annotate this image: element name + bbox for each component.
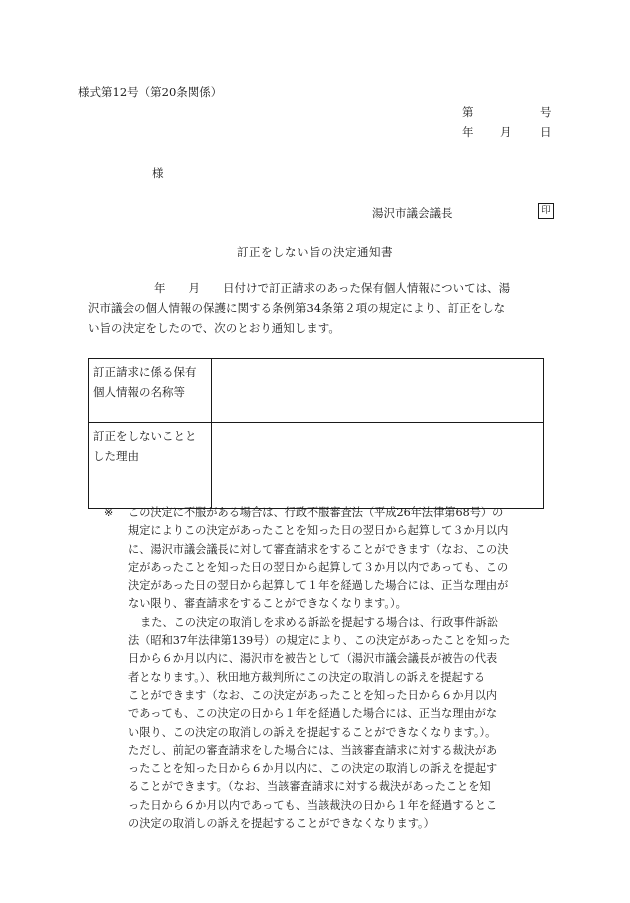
info-name-value — [212, 359, 544, 423]
note-line: ったことを知った日から６か月以内に、この決定の取消しの訴えを提起す — [128, 762, 498, 776]
note-line: ことができます（なお、この決定があったことを知った日から６か月以内 — [128, 688, 498, 702]
sender-title: 湯沢市議会議長 — [372, 206, 453, 220]
info-name-label: 訂正請求に係る保有個人情報の名称等 — [89, 359, 212, 423]
note-line: い限り、この決定の取消しの訴えを提起することができなくなります。）。 — [128, 725, 497, 739]
date-month-label: 月 — [500, 125, 512, 139]
note-line: 法（昭和37年法律第139号）の規定により、この決定があったことを知った — [128, 634, 511, 648]
intro-paragraph — [88, 278, 550, 338]
intro-line: 年 月 日付けで訂正請求のあった保有個人情報については、湯 — [154, 281, 511, 295]
document-title: 訂正をしない旨の決定通知書 — [237, 245, 393, 259]
note-line: の決定の取消しの訴えを提起することができなくなります。） — [128, 817, 435, 831]
note-line: また、この決定の取消しを求める訴訟を提起する場合は、行政事件訴訟 — [140, 615, 499, 629]
reason-value — [212, 423, 544, 509]
info-table — [88, 358, 544, 509]
note-line: った日から６か月以内であっても、当該裁決の日から１年を経過するとこ — [128, 798, 498, 812]
note-line: 決定があった日の翌日から起算して１年を経過した場合には、正当な理由が — [128, 579, 509, 593]
note-line: 規定によりこの決定があったことを知った日の翌日から起算して３か月以内 — [128, 524, 509, 538]
note-mark: ※ — [104, 506, 114, 519]
notes-section — [104, 504, 564, 833]
note-line: ない限り、審査請求をすることができなくなります。）。 — [128, 597, 407, 611]
note-line: ただし、前記の審査請求をした場合には、当該審査請求に対する裁決があ — [128, 743, 498, 757]
recipient-honorific: 様 — [152, 166, 164, 180]
table-row — [89, 359, 544, 423]
intro-line: 沢市議会の個人情報の保護に関する条例第34条第２項の規定により、訂正をしな — [88, 301, 506, 315]
note-line: に、湯沢市議会議長に対して審査請求をすることができます（なお、この決 — [128, 542, 509, 556]
note-line: ることができます。（なお、当該審査請求に対する裁決があったことを知 — [128, 780, 491, 794]
number-label-go: 号 — [540, 105, 552, 119]
reason-label: 訂正をしないこととした理由 — [89, 423, 212, 509]
table-row — [89, 423, 544, 509]
note-line: 定があったことを知った日の翌日から起算して３か月以内であっても、この — [128, 560, 509, 574]
note-line: ※ この決定に不服がある場合は、行政不服審査法（平成26年法律第68号）の — [104, 504, 564, 522]
note-line: 者となります。）、秋田地方裁判所にこの決定の取消しの訴えを提起する — [128, 670, 486, 684]
date-day-label: 日 — [540, 125, 552, 139]
intro-line: い旨の決定をしたので、次のとおり通知します。 — [88, 321, 340, 335]
note-line: であっても、この決定の日から１年を経過した場合には、正当な理由がな — [128, 707, 498, 721]
number-label-dai: 第 — [462, 105, 474, 119]
seal-mark: 印 — [538, 203, 554, 219]
form-number: 様式第12号（第20条関係） — [78, 85, 223, 99]
date-year-label: 年 — [462, 125, 474, 139]
note-line: 日から６か月以内に、湯沢市を被告として（湯沢市議会議長が被告の代表 — [128, 652, 498, 666]
